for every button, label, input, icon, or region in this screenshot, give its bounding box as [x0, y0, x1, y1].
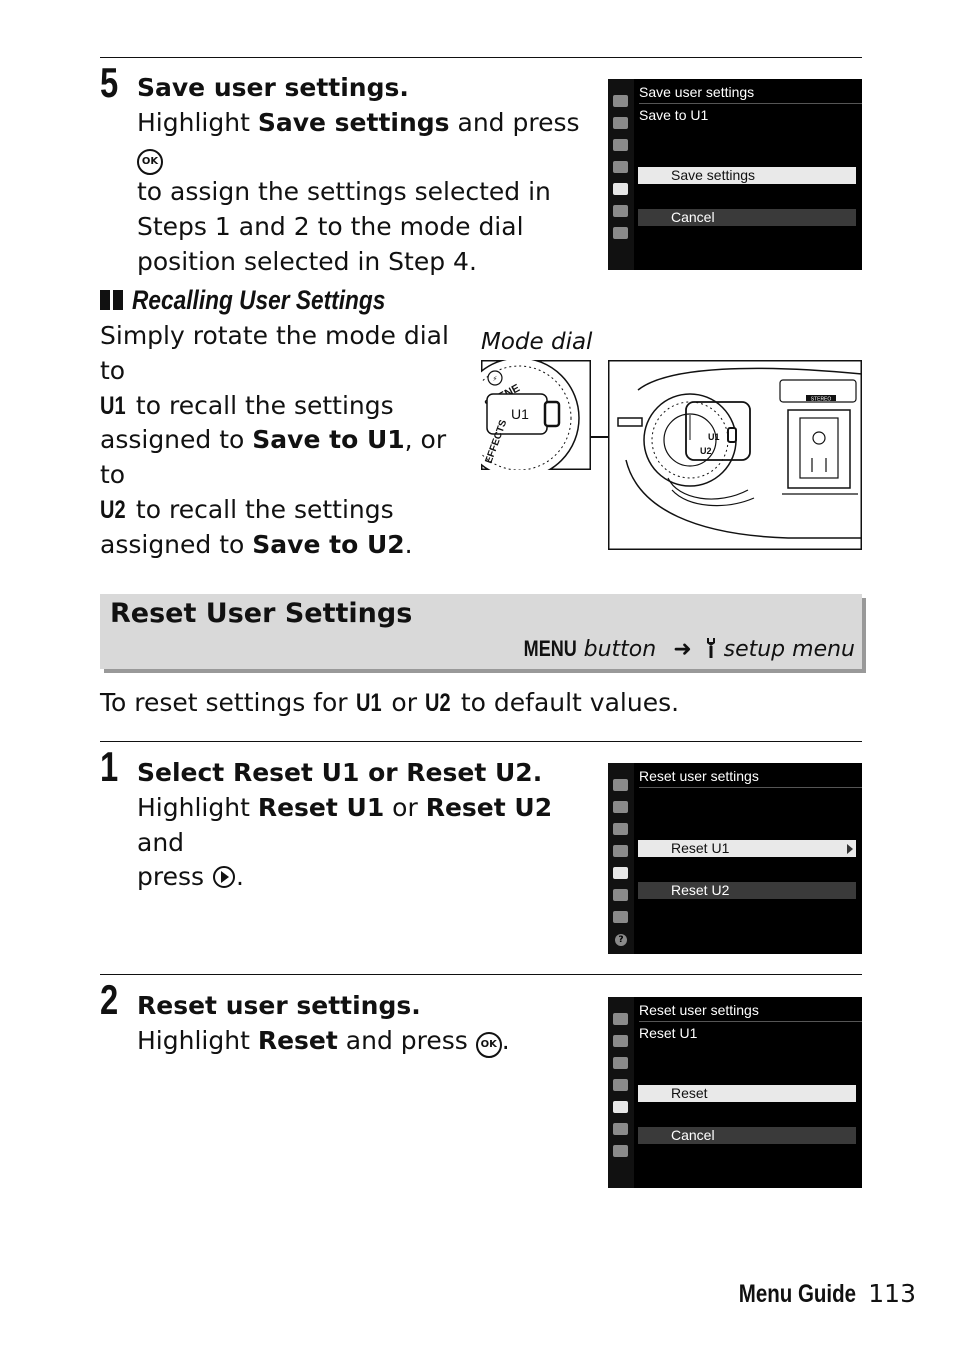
screen-title: Reset user settings — [639, 999, 862, 1022]
save-user-settings-screen — [608, 79, 862, 270]
camera-dial-u2-label: U2 — [700, 446, 712, 456]
camera-top-illustration — [608, 360, 862, 550]
step-2-rule — [100, 974, 862, 975]
mode-dial-label: Mode dial — [481, 329, 593, 355]
my-menu-tab-icon — [613, 1145, 628, 1157]
playback-tab-icon — [613, 95, 628, 107]
page-footer — [713, 1278, 916, 1310]
multi-selector-right-icon — [212, 864, 236, 888]
setup-tab-icon — [613, 1101, 628, 1113]
playback-tab-icon — [613, 1013, 628, 1025]
section-intro: To reset settings for U1 or U2 to default values. — [100, 688, 680, 717]
step-1-rule — [100, 741, 862, 742]
custom-settings-tab-icon — [613, 845, 628, 857]
save-settings-option[interactable]: Save settings — [638, 167, 856, 184]
top-rule — [100, 57, 862, 58]
shooting-tab-icon — [613, 801, 628, 813]
reset-u1-option[interactable]: Reset U1 — [638, 840, 856, 857]
wrench-icon — [705, 637, 717, 659]
movie-tab-icon — [613, 823, 628, 835]
step-1-text — [137, 756, 597, 895]
step-2-line-1: Highlight Reset and press OK . — [137, 1024, 597, 1059]
submenu-arrow-icon — [847, 844, 853, 854]
dial-u1-label: U1 — [511, 406, 529, 422]
ok-button-icon: OK — [137, 149, 163, 175]
my-menu-tab-icon — [613, 911, 628, 923]
step-5-line-2: to assign the settings selected in — [137, 177, 551, 207]
custom-settings-tab-icon — [613, 161, 628, 173]
step-1-line-1: Highlight Reset U1 or Reset U2 and — [137, 792, 553, 857]
step-5-text — [137, 71, 597, 280]
step-2-text — [137, 989, 597, 1059]
step-2-title: Reset user settings. — [137, 991, 421, 1020]
mode-dial-closeup — [481, 360, 591, 470]
section-menu-path — [512, 634, 855, 665]
step-1-line-2: press . — [137, 862, 244, 892]
reset-option[interactable]: Reset — [638, 1085, 856, 1102]
setup-tab-icon — [613, 867, 628, 879]
reset-confirm-screen — [608, 997, 862, 1188]
arrow-icon: ➜ — [673, 637, 692, 662]
retouch-tab-icon — [613, 889, 628, 901]
section-title: Reset User Settings — [110, 598, 413, 629]
cancel-option[interactable]: Cancel — [638, 1127, 856, 1144]
screen-title: Reset user settings — [639, 765, 862, 788]
screen-title: Save user settings — [639, 81, 862, 104]
step-5-title: Save user settings. — [137, 73, 409, 102]
retouch-tab-icon — [613, 205, 628, 217]
menu-button-label: MENU — [523, 636, 577, 661]
screen-subtitle: Save to U1 — [639, 107, 709, 123]
my-menu-tab-icon — [613, 227, 628, 239]
step-5-line-4: position selected in Step 4. — [137, 246, 477, 276]
screen-subtitle: Reset U1 — [639, 1025, 698, 1041]
menu-tab-strip — [608, 997, 634, 1188]
cancel-option[interactable]: Cancel — [638, 209, 856, 226]
playback-tab-icon — [613, 779, 628, 791]
ok-button-icon: OK — [476, 1032, 502, 1058]
help-icon: ? — [615, 934, 627, 946]
camera-dial-u1-label: U1 — [708, 432, 720, 442]
reset-u2-option[interactable]: Reset U2 — [638, 882, 856, 899]
page-number: 113 — [868, 1279, 916, 1308]
setup-menu-label: setup menu — [716, 637, 855, 662]
camera-stereo-label: STEREO — [810, 396, 832, 403]
svg-text:⚡: ⚡ — [492, 375, 498, 383]
dial-effects-label: EFFECTS — [483, 418, 510, 466]
section-header — [100, 594, 862, 669]
recall-heading — [100, 284, 434, 316]
step-5-line-1: Highlight Save settings and press OK — [137, 106, 597, 176]
menu-tab-strip — [608, 79, 634, 270]
movie-tab-icon — [613, 139, 628, 151]
shooting-tab-icon — [613, 1035, 628, 1047]
recall-heading-text: Recalling User Settings — [132, 284, 386, 315]
step-2-number: 2 — [100, 976, 119, 1023]
section-marker-icon — [100, 290, 124, 310]
step-1-number: 1 — [100, 743, 119, 790]
reset-user-settings-screen — [608, 763, 862, 954]
step-5-number: 5 — [100, 59, 119, 106]
setup-tab-icon — [613, 183, 628, 195]
menu-tab-strip — [608, 763, 634, 954]
button-word: button — [576, 637, 657, 662]
footer-section-name: Menu Guide — [739, 1280, 857, 1308]
retouch-tab-icon — [613, 1123, 628, 1135]
custom-settings-tab-icon — [613, 1079, 628, 1091]
step-1-title: Select Reset U1 or Reset U2. — [137, 758, 543, 787]
step-5-line-3: Steps 1 and 2 to the mode dial — [137, 212, 524, 242]
shooting-tab-icon — [613, 117, 628, 129]
recall-text: Simply rotate the mode dial to U1 to recall the settings assigned to Save to U1, or to U2 to recall the settings assigned to Save to U2. — [100, 321, 449, 559]
movie-tab-icon — [613, 1057, 628, 1069]
